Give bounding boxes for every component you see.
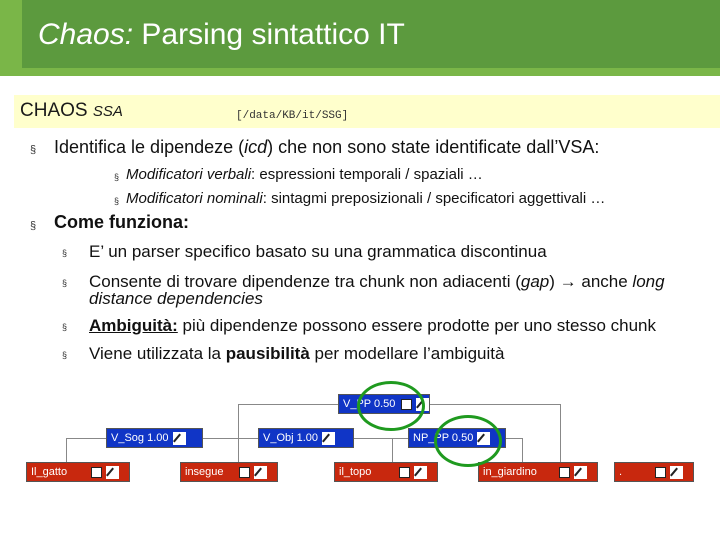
text-part: Modificatori verbali (126, 166, 252, 183)
checkbox-icon[interactable] (655, 467, 666, 478)
chunk-label: in_giardino (483, 466, 537, 478)
bullet-gap-continued: distance dependencies (89, 289, 263, 308)
arc-v-obj-right (354, 438, 408, 439)
arc-v-pp-drop-right (560, 404, 561, 462)
arc-v-sog-drop (66, 438, 67, 462)
arc-v-obj-drop (392, 438, 393, 462)
slide-title (38, 18, 405, 52)
checkbox-icon[interactable] (399, 467, 410, 478)
edit-icon[interactable] (414, 466, 427, 479)
bullet-parser: E’ un parser specifico basato su una grammatica discontinua (89, 242, 547, 261)
kb-path: [/data/KB/it/SSG] (236, 110, 349, 122)
chunk-il-topo[interactable] (334, 462, 438, 482)
bullet-ambiguita (89, 316, 656, 336)
bullet-come-funziona (54, 212, 189, 233)
bullet-marker: § (114, 196, 120, 206)
text-part: ) che non sono state identificate dall’VSA: (267, 137, 600, 157)
edit-icon[interactable] (322, 432, 335, 445)
title-rest: Parsing sintattico IT (133, 18, 405, 51)
bullet-marker: § (114, 172, 120, 182)
arc-v-sog-right (203, 438, 258, 439)
relation-label: V_Sog 1.00 (111, 432, 169, 444)
chunk-label: . (619, 466, 623, 478)
text-part: Modificatori nominali (126, 190, 263, 207)
bullet-marker: § (62, 350, 68, 360)
icd-term: icd (244, 137, 268, 157)
arc-v-pp-drop (238, 404, 239, 462)
highlight-circle-v-pp (357, 381, 425, 431)
bullet-marker: § (30, 144, 37, 156)
relation-v-sog[interactable] (106, 428, 203, 448)
chaos-label (20, 100, 123, 122)
edit-icon[interactable] (106, 466, 119, 479)
pausibilita-term: pausibilità (225, 344, 310, 363)
bullet-marker: § (62, 278, 68, 288)
text-part: : sintagmi preposizionali / specificatori aggettivali … (262, 190, 606, 207)
text-part: Come funziona: (54, 212, 189, 232)
edit-icon[interactable] (254, 466, 267, 479)
bullet-identifica (54, 137, 599, 158)
long-term: long (632, 272, 665, 291)
chunk-in-giardino[interactable] (478, 462, 598, 482)
chunk-il-gatto[interactable] (26, 462, 130, 482)
ssa-word: SSA (92, 103, 123, 120)
edit-icon[interactable] (173, 432, 186, 445)
text-part: Viene utilizzata la (89, 344, 226, 363)
arc-v-pp-right (430, 404, 560, 405)
relation-label: V_PP 0.50 (343, 398, 396, 410)
text-part: Identifica le dipendeze ( (54, 137, 245, 157)
chunk-label: insegue (185, 466, 224, 478)
relation-label: V_Obj 1.00 (263, 432, 319, 444)
checkbox-icon[interactable] (559, 467, 570, 478)
arc-np-pp-drop (522, 438, 523, 462)
text-part: : espressioni temporali / spaziali … (251, 166, 483, 183)
bullet-verbali (126, 166, 483, 183)
relation-v-obj[interactable] (258, 428, 354, 448)
text-part: più dipendenze possono essere prodotte per uno stesso chunk (177, 316, 656, 335)
bullet-marker: § (62, 248, 68, 258)
text-part: per modellare l’ambiguità (309, 344, 505, 363)
text-part: ) → anche (549, 272, 633, 291)
highlight-circle-np-pp (434, 415, 502, 467)
checkbox-icon[interactable] (239, 467, 250, 478)
chunk-label: Il_gatto (31, 466, 68, 478)
ambiguita-term: Ambiguità: (89, 316, 178, 335)
arc-v-pp-left (238, 404, 340, 405)
arc-np-pp-right (506, 438, 522, 439)
edit-icon[interactable] (574, 466, 587, 479)
checkbox-icon[interactable] (91, 467, 102, 478)
chunk-insegue[interactable] (180, 462, 278, 482)
chunk-label: il_topo (339, 466, 372, 478)
chunk-period[interactable] (614, 462, 694, 482)
bullet-nominali (126, 190, 605, 207)
chaos-word: CHAOS (20, 100, 93, 121)
arc-v-sog-left (66, 438, 106, 439)
bullet-pausibilita (89, 344, 504, 364)
bullet-marker: § (62, 322, 68, 332)
text-part: Consente di trovare dipendenze tra chunk non adiacenti ( (89, 272, 521, 291)
bullet-marker: § (30, 220, 37, 232)
gap-term: gap (520, 272, 550, 291)
relation-label: NP_PP 0.50 (413, 432, 474, 444)
edit-icon[interactable] (670, 466, 683, 479)
title-emphasis: Chaos: (38, 18, 134, 51)
